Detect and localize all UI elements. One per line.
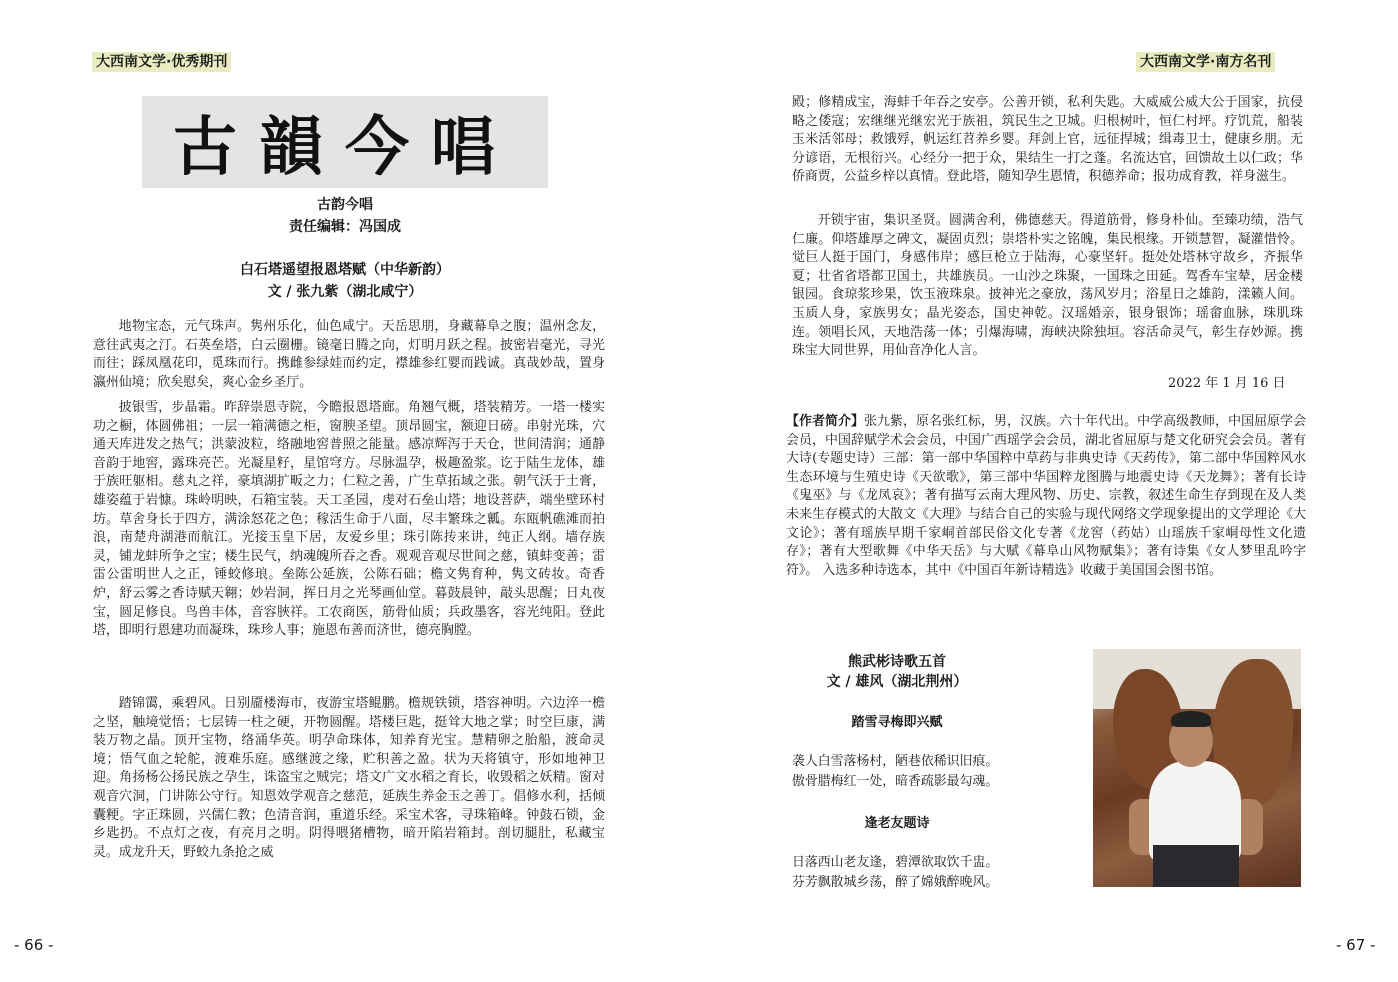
running-header-left: 大西南文学·优秀期刊 xyxy=(92,52,231,72)
column-editor: 责任编辑：冯国成 xyxy=(289,219,401,235)
column-title: 古韵今唱 xyxy=(317,197,373,213)
calligraphy-banner xyxy=(142,96,548,188)
article-paragraph-continued: 殿；修精成宝，海蚌千年吞之安亭。公善开锁，私利失匙。大威威公威大公于国家，抗侵略之倭寇；宏继继光继宏光于族祖，筑民生之卫城。归根树叶，恒仁村坪。疗饥荒，船装玉米活邻母；救饿殍，帆运红苕养乡婴。拜剑上官，远征捍城；缉毒卫士，健康乡朋。无分谚语，无根衍兴。心经分一把于众，果结生一打之蓬。名流达官，回馈故土以仁政；华侨商贾，公益乡梓以真情。登此塔，随知孕生恩情，积德养命；报功成育教，祥身滋生。 xyxy=(792,95,1303,185)
calligraphy-text: 古韻今唱 xyxy=(173,110,517,185)
poem-1-line-2: 傲骨腊梅红一处，暗香疏影最勾魂。 xyxy=(792,774,999,789)
article-paragraph-3: 踏锦霭，乘碧风。日别靥楼海市，夜游宝塔鲲鹏。檐规铁锁，塔容神明。六边淬一檐之坚，触境觉悟；七层铸一柱之硬，开物圆醒。塔楼巨匙，挺耸大地之掌；时空巨康，满装万物之晶。顶开宝物，络涌华英。明孕命珠体，知养育光宝。慧精卵之胎船，渡命灵境；悟气血之轮舵，渡难乐庭。感继渡之缘，贮积善之盈。状为天将镇守，形如地神卫迎。角扬杨公扬民族之孕生，诛盗宝之贼完；塔文广文水稻之育长，收毁稻之妖精。窗对观音穴洞，门讲陈公守行。知恩效学观音之慈范，延族生养金玉之善丁。倡修水利，括倾囊粳。字正珠圆，兴儒仁教；色清音润，重道乐经。采宝术客，寻珠箱峰。钟鼓石锁，金乡匙扔。不点灯之夜，有亮月之明。阴得喂猪槽物，暗开陷岩箱封。剖切腿肚，私藏宝灵。成龙升天，野蛟九条抢之威 xyxy=(93,696,605,860)
poems-title: 熊武彬诗歌五首 xyxy=(848,654,946,670)
author-bio-label: 【作者简介】 xyxy=(786,414,865,429)
article-paragraph-5: 开锁宇宙，集识圣贤。圆满舍利，佛德慈天。得道筋骨，修身朴仙。至臻功绩，浩气仁廉。仰塔雄厚之碑文，凝固贞烈；崇塔朴实之铭魄，集民根缘。开锁慧智，凝灌惜怜。觉巨人挺于国门，身感伟岸；感巨枪立于陆海，心豪坚轩。挺处处塔林守故乡，齐振华夏；壮省省塔都卫国土，共雄族员。一山沙之珠聚，一国珠之田延。驾香车宝辇，居金楼银园。食琼浆珍果，饮玉液珠泉。披神光之豪放，荡风岁月；浴星日之雄韵，漾籁人间。玉质人身，家族男女；晶光姿态，国史神乾。汉瑶婚亲，银身银饰；瑶畲血脉，珠肌珠连。领唱长风，天地浩荡一体；引爆海啸，海峡决除独垣。容活命灵气，彰生存妙源。携珠宝大同世界，用仙音净化人言。 xyxy=(792,213,1303,359)
poem-2-line-1: 日落西山老友逢，碧潭欲取饮千盅。 xyxy=(792,855,999,870)
poem-2-line-2: 芬芳飘散城乡荡，醉了嫦娥醉晚风。 xyxy=(792,875,999,890)
poems-author: 文 / 雄风（湖北荆州） xyxy=(826,674,968,690)
poem-2-title: 逢老友题诗 xyxy=(864,816,930,831)
poem-1-title: 踏雪寻梅即兴赋 xyxy=(851,715,943,730)
author-bio xyxy=(786,413,1306,580)
page-number-left: - 66 - xyxy=(14,936,54,954)
page-number-right: - 67 - xyxy=(1336,936,1376,954)
author-bio-text: 张九紫，原名张红标，男，汉族。六十年代出。中学高级教师，中国屈原学会会员，中国辞赋学术会会员，中国广西瑶学会会员，湖北省屈原与楚文化研究会会员。著有大诗(专题史诗）三部：第一部中华国粹中草药与非典史诗《天药传》，第二部中华国粹风水生态环境与生殖史诗《天欲歌》，第三部中华国粹龙图腾与地震史诗《天龙舞》；著有长诗《鬼巫》与《龙凤哀》；著有描写云南大理风物、历史、宗教，叙述生命生存到现在及人类未来生存模式的大散文《大理》与结合自己的实验与现代网络文学现象提出的文学理论《大文论》；著有瑶族早期千家峒首部民俗文化专著《龙窖（药姑）山瑶族千家峒母性文化遗存》；著有大型歌舞《中华天岳》与大赋《幕阜山风物赋集》；著有诗集《女人梦里乱吟字符》。 入选多种诗选本，其中《中国百年新诗精选》收藏于美国国会图书馆。 xyxy=(786,414,1307,578)
article-title: 白石塔遥望报恩塔赋（中华新韵） xyxy=(240,262,450,278)
article-paragraph-2: 披银雪，步晶霜。昨辞崇恩寺院，今瞻报恩塔廊。角翘气概，塔装精芳。一塔一楼实功之橱，体圆佛祖；一层一箱满德之柜，窗腴圣望。顶昂圆宝，额迎日磅。串射光珠，穴通天库进发之热气；洪蒙波粒，络融地窖普照之能量。感凉辉泻于天仓，世间清润；通静音韵于地窖，露珠亮芒。光凝星籽，星馆穹方。尽脉温孕，极趣盈浆。讫于陆生龙体，雄于族旺躯相。慈丸之祥，豪填湖扩畈之力；仁粒之善，广生草拓域之张。朝气沃于土膏，雄姿蕴于岩慷。珠岭明映，石箱宝装。天工圣园，虔对石垒山塔；地设菩萨，端坐壁环村坊。草舍身长于四方，满涂怒花之色；稼活生命于八面，尽丰繁珠之瓤。东瓯帆礁滩而拍浪，南楚舟湖港而航江。光接玉皇下居，友爱乡里；珠引陈抟来讲，纯正人纲。墙存族灵，铺龙蚌所争之宝；楼生民气，纳魂魄所吞之香。观观音观尽世间之慈，镇蚌变善；雷雷公雷明世人之正，锤蛟修琅。垒陈公延族，公陈石础；檐文隽育种，隽文砖妆。奇香炉，舒云雾之香诗赋天翱；妙岩洞，挥日月之光琴画仙堂。暮鼓晨钟，敲头思醒；日丸夜宝，圆足修良。鸟兽丰体，音容脥祥。工农商医，筋骨仙质；兵政墨客，容光纯阳。登此塔，即明行恩建功而凝珠，珠珍人事；施恩布善而济世，德亮胸膛。 xyxy=(93,400,605,639)
article-paragraph-1: 地物宝态，元气珠声。隽州乐化，仙色咸宁。天岳思朋，身藏幕阜之腹；温州念友，意往武夷之汀。石英垒塔，白云圈栅。镜毫日腾之向，灯明月跃之程。披密岩毫光，寻光而往；踩凤凰花印，觅珠而行。携雌参绿娃而约定，襟雄参红婴而践诚。真哉妙哉，置身瀛州仙境；欣矣慰矣，爽心金乡圣厅。 xyxy=(93,319,605,390)
article-author: 文 / 张九紫（湖北咸宁） xyxy=(267,284,423,300)
author-photo xyxy=(1093,649,1301,887)
running-header-right: 大西南文学·南方名刊 xyxy=(1136,52,1275,72)
article-date: 2022 年 1 月 16 日 xyxy=(1168,376,1286,391)
poem-1-line-1: 袭人白雪落杨村，陋巷依稀识旧痕。 xyxy=(792,754,999,769)
